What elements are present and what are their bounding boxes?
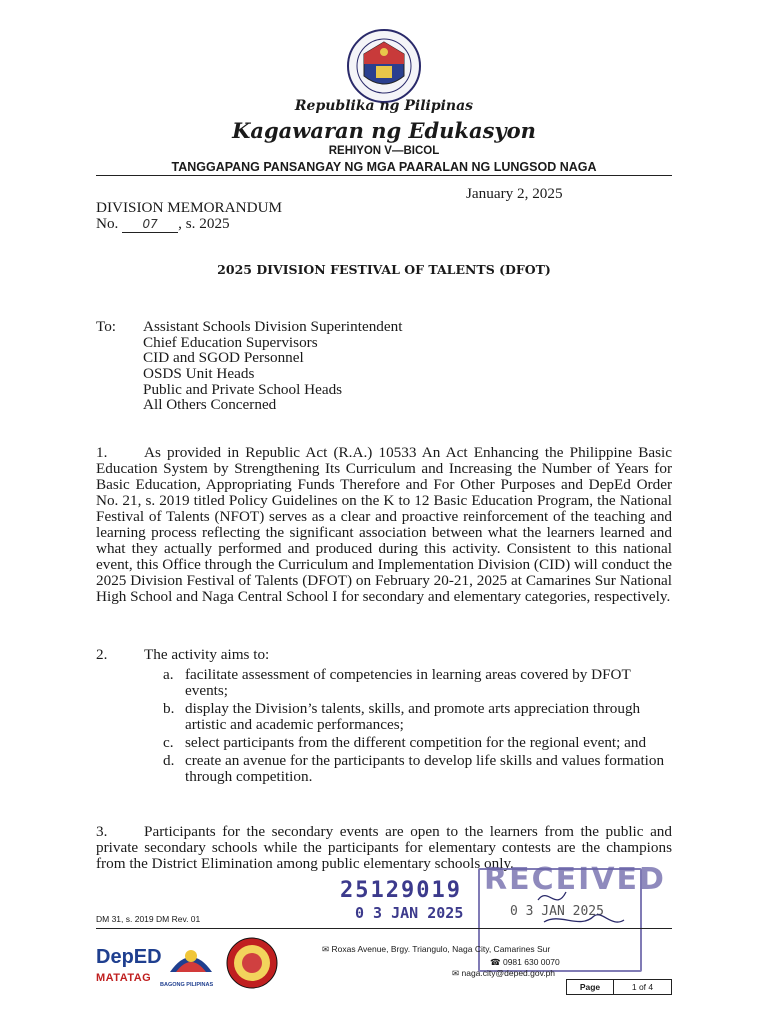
phone-line bbox=[490, 957, 560, 968]
aim-text: create an avenue for the participants to develop life skills and values formation through competition. bbox=[185, 752, 665, 785]
aim-text: display the Division’s talents, skills, and promote arts appreciation through artistic and academic performances; bbox=[185, 700, 641, 733]
email-text: naga.city@deped.gov.ph bbox=[461, 968, 556, 978]
aim-item bbox=[163, 701, 673, 733]
memo-date: January 2, 2025 bbox=[466, 185, 563, 202]
recipient-item: Public and Private School Heads bbox=[143, 380, 343, 398]
bagong-pilipinas-text: BAGONG PILIPINAS bbox=[160, 982, 214, 988]
page-value: 1 of 4 bbox=[631, 982, 654, 992]
signature-scribble bbox=[520, 882, 630, 942]
region-heading: REHIYON V—BICOL bbox=[328, 145, 440, 157]
recipients-list bbox=[143, 319, 402, 413]
memo-type: DIVISION MEMORANDUM bbox=[96, 199, 283, 216]
aim-item bbox=[163, 753, 673, 785]
paragraph-3-text: Participants for the secondary events are open to the learners from the public and private secondary schools while the participants for elementary contests are the champions from the District Elimination among public elementary schools only. bbox=[96, 823, 672, 872]
address-text: Roxas Avenue, Brgy. Triangulo, Naga City, Camarines Sur bbox=[331, 944, 551, 954]
page-label: Page bbox=[567, 980, 614, 994]
memo-number bbox=[96, 216, 230, 233]
phone-icon: ☎ bbox=[490, 957, 501, 967]
received-stamp-date: 0 3 JAN 2025 bbox=[510, 904, 604, 919]
recipient-item: CID and SGOD Personnel bbox=[143, 349, 304, 367]
aim-item bbox=[163, 735, 673, 751]
to-label: To: bbox=[96, 318, 117, 335]
email-line bbox=[452, 968, 555, 979]
paragraph-1 bbox=[96, 445, 672, 605]
aim-text: select participants from the different competition for the regional event; and bbox=[185, 734, 647, 751]
memo-title: 2025 DIVISION FESTIVAL OF TALENTS (DFOT) bbox=[217, 262, 551, 277]
paragraph-2-text: The activity aims to: bbox=[144, 646, 270, 663]
bagong-pilipinas-logo bbox=[166, 938, 216, 982]
aim-text: facilitate assessment of competencies in learning areas covered by DFOT events; bbox=[185, 666, 631, 699]
received-stamp-word: RECEIVED bbox=[484, 862, 666, 897]
envelope-icon: ✉ bbox=[322, 944, 330, 954]
aim-item bbox=[163, 667, 673, 699]
footer-divider bbox=[96, 928, 672, 929]
matatag-logo: MATATAG bbox=[96, 972, 152, 984]
department-heading: Kagawaran ng Edukasyon bbox=[232, 118, 536, 143]
republic-heading: Republika ng Pilipinas bbox=[294, 98, 474, 114]
memo-number-suffix: , s. 2025 bbox=[178, 215, 230, 232]
paragraph-2-number: 2. bbox=[96, 646, 108, 663]
recipient-item: OSDS Unit Heads bbox=[143, 365, 255, 383]
aim-letter: b. bbox=[163, 700, 175, 717]
paragraph-3-number: 3. bbox=[96, 823, 108, 840]
recipient-item: All Others Concerned bbox=[143, 396, 277, 414]
paragraph-2 bbox=[96, 647, 672, 663]
deped-seal-icon bbox=[346, 28, 422, 104]
deped-logo bbox=[96, 946, 162, 969]
aim-letter: c. bbox=[163, 734, 174, 751]
mail-icon: ✉ bbox=[452, 968, 460, 978]
recipient-item: Chief Education Supervisors bbox=[143, 333, 318, 351]
address-line bbox=[322, 944, 550, 955]
memo-number-prefix: No. bbox=[96, 215, 119, 232]
page-indicator bbox=[566, 979, 672, 995]
paragraph-1-text: As provided in Republic Act (R.A.) 10533 An Act Enhancing the Philippine Basic Education System by Strengthening Its Curriculum and Increasing the Number of Years for Basic Education, Appropriating Funds Therefore and For Other Purposes and DepEd Order No. 21, s. 2019 titled Policy Guidelines on the K to 12 Basic Education Program, the National Festival of Talents (NFOT) serves as a clear and proactive reinforcement of the teaching and learning process reflecting the significant association between what the learners learned and what they actually performed and produced during this activity. Consistent to this national event, this Office through the Curriculum and Implementation Division (CID) will conduct the 2025 Division Festival of Talents (DFOT) on February 20-21, 2025 at Camarines Sur National High School and Naga Central School I for secondary and elementary categories, respectively. bbox=[96, 444, 672, 605]
recipient-item: Assistant Schools Division Superintendent bbox=[143, 318, 403, 335]
header-divider bbox=[96, 175, 672, 176]
aim-letter: d. bbox=[163, 752, 175, 769]
deped-logo-text: DepED bbox=[96, 946, 162, 968]
aims-list bbox=[163, 667, 673, 787]
paragraph-1-number: 1. bbox=[96, 444, 108, 461]
aim-letter: a. bbox=[163, 666, 174, 683]
tracking-number-stamp: 25129019 bbox=[340, 878, 462, 903]
phone-text: 0981 630 0070 bbox=[502, 957, 560, 967]
stamp-date: 0 3 JAN 2025 bbox=[355, 904, 464, 922]
office-heading: TANGGAPANG PANSANGAY NG MGA PAARALAN NG LUNGSOD NAGA bbox=[171, 160, 597, 174]
division-seal-icon bbox=[226, 937, 278, 989]
memo-number-handwritten: 07 bbox=[122, 216, 178, 233]
doc-code: DM 31, s. 2019 DM Rev. 01 bbox=[96, 914, 201, 924]
